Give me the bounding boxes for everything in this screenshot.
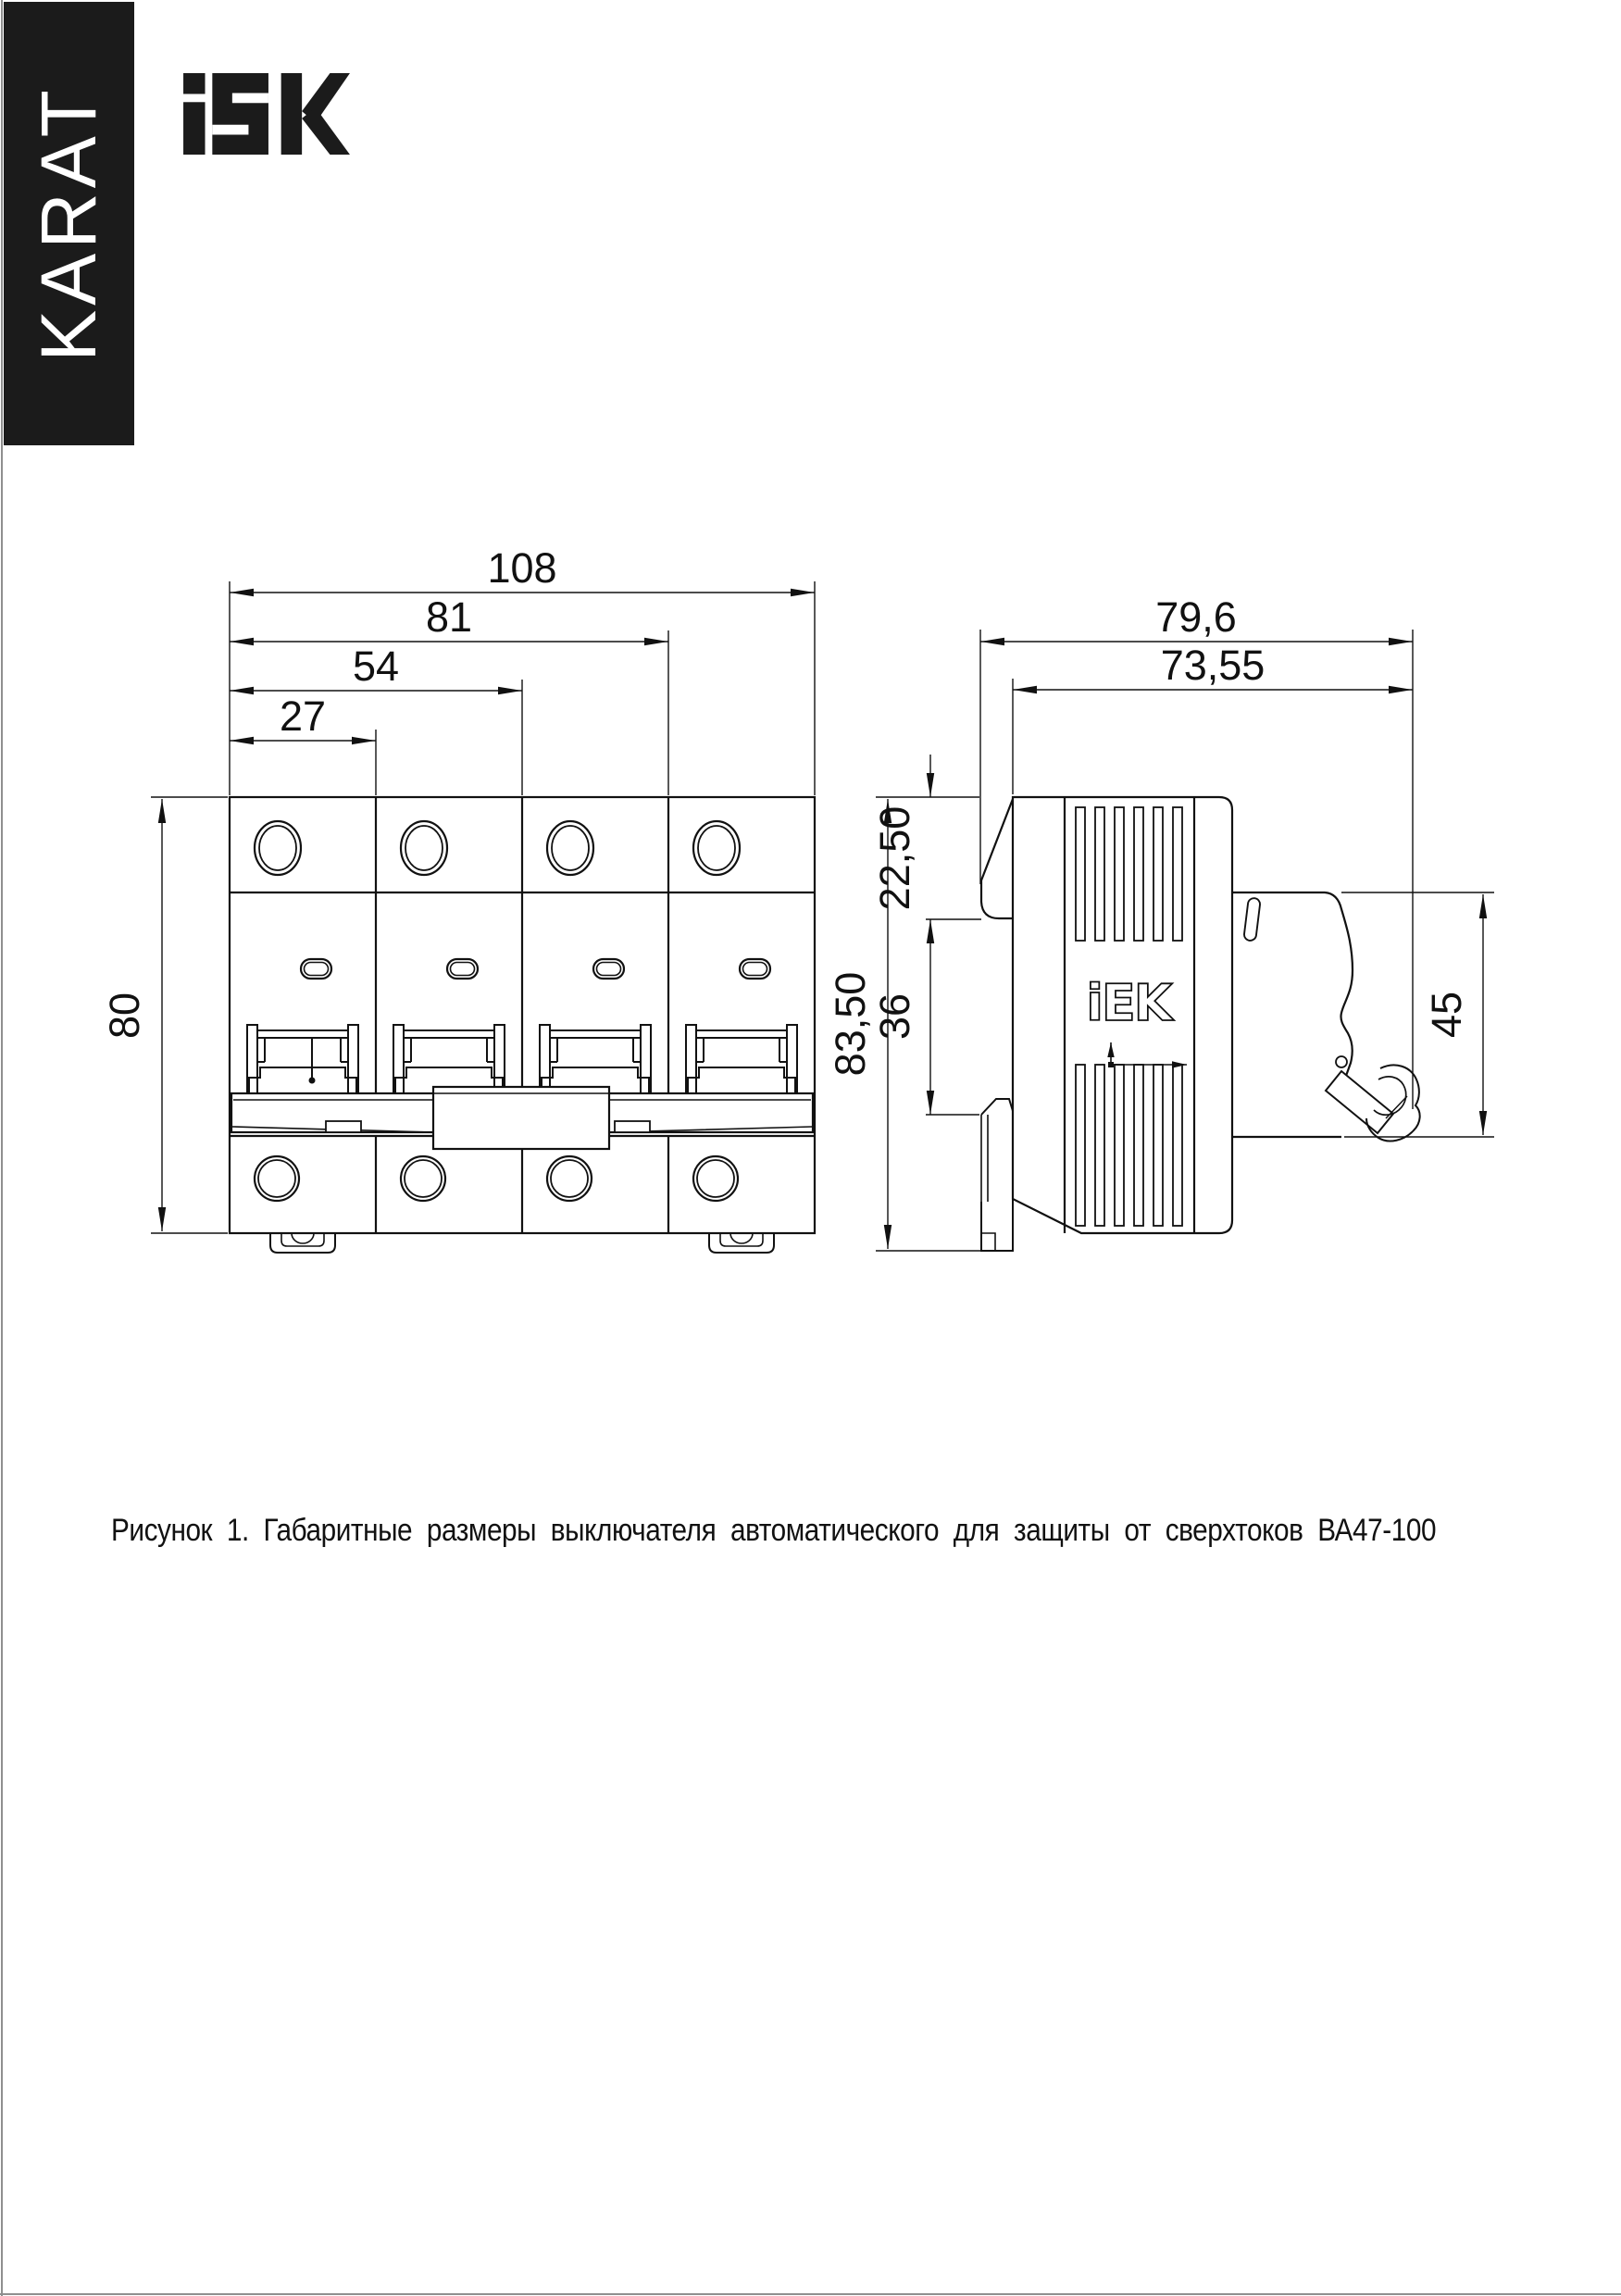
side-din-hook-top bbox=[981, 799, 1013, 918]
side-face-hole bbox=[1336, 1056, 1347, 1067]
front-extension-lines-top bbox=[230, 581, 815, 795]
front-interlock-block bbox=[433, 1087, 609, 1149]
dim-label-81: 81 bbox=[425, 593, 473, 641]
dim-label-108: 108 bbox=[487, 544, 557, 592]
side-din-clip-bottom bbox=[981, 1099, 1013, 1251]
dim-label-22-50: 22,50 bbox=[871, 805, 918, 911]
side-handle-slot bbox=[1243, 897, 1261, 941]
side-front-panel bbox=[1232, 892, 1353, 1137]
side-view bbox=[981, 797, 1420, 1251]
dim-label-73-55: 73,55 bbox=[1160, 642, 1266, 689]
dim-label-83-50: 83,50 bbox=[827, 971, 874, 1077]
side-face-curve bbox=[1325, 892, 1353, 1076]
figure-caption: Рисунок 1. Габаритные размеры выключателя автоматического для защиты от сверхтоков ВА47-100 bbox=[111, 1513, 1437, 1548]
side-iek-logo: iEK bbox=[1086, 974, 1171, 1032]
dim-label-27: 27 bbox=[279, 693, 327, 740]
dim-label-36: 36 bbox=[871, 992, 918, 1041]
karat-banner-label: KARAT bbox=[25, 85, 113, 362]
side-toggle-lever bbox=[1326, 1065, 1420, 1141]
dim-label-54: 54 bbox=[352, 643, 400, 690]
front-view bbox=[230, 797, 815, 1253]
front-din-clips bbox=[270, 1233, 774, 1253]
dim-label-45: 45 bbox=[1423, 991, 1470, 1039]
dim-label-79-6: 79,6 bbox=[1155, 593, 1237, 641]
dim-label-80: 80 bbox=[101, 992, 148, 1040]
